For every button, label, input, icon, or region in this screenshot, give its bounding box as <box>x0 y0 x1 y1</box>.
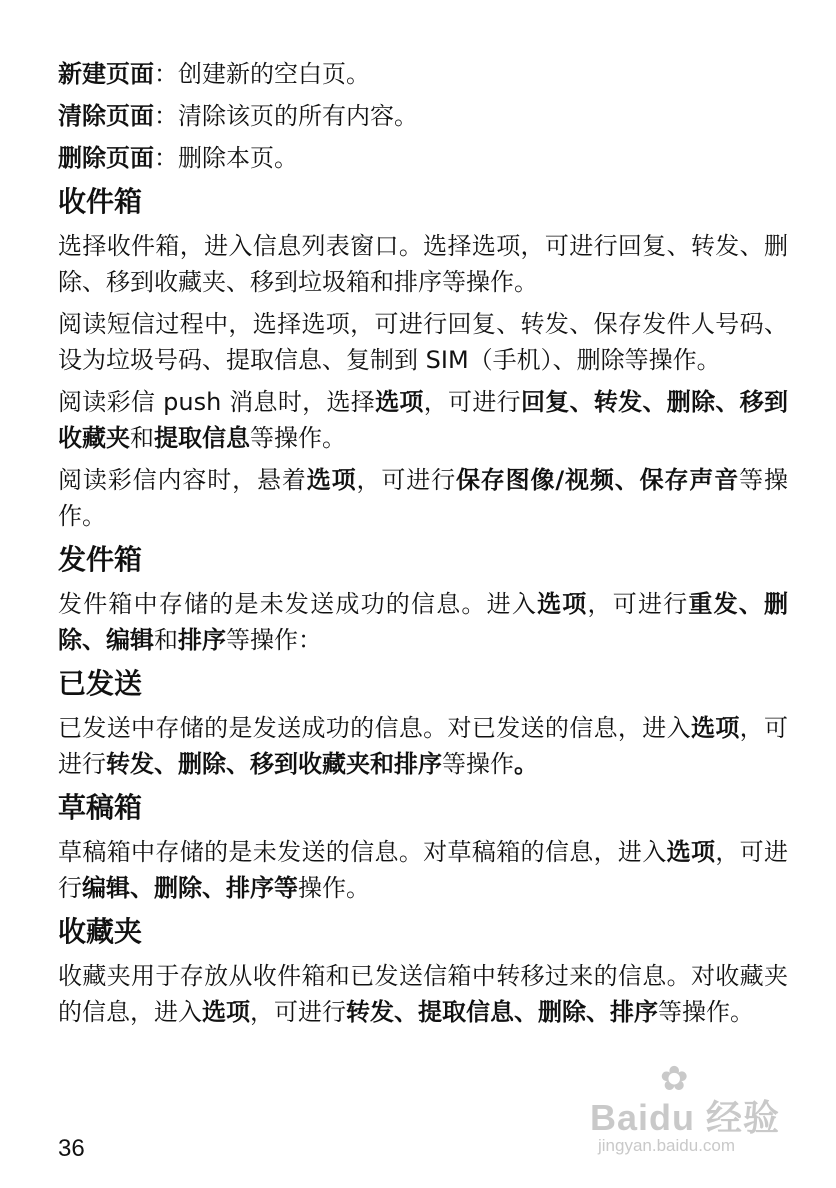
text: ，可进行 <box>58 714 789 778</box>
watermark-url: jingyan.baidu.com <box>598 1136 736 1155</box>
bold-text: 编辑、删除、排序等 <box>82 874 298 902</box>
bold-text: 回复、转发、删除、移到收藏夹 <box>58 388 789 452</box>
section-heading-drafts: 草稿箱 <box>58 791 143 824</box>
sent-paragraph-1 <box>58 710 788 782</box>
page-number: 36 <box>58 1135 85 1162</box>
bold-text: 排序 <box>178 626 226 654</box>
bold-text: 。 <box>514 750 538 778</box>
bold-text: 选项 <box>306 466 357 494</box>
text: 和 <box>154 626 178 654</box>
bold-text: 转发、提取信息、删除、排序 <box>346 998 658 1026</box>
paw-icon: ✿ <box>660 1059 689 1099</box>
text: ，可进行 <box>250 998 346 1026</box>
term: 删除页面 <box>58 144 154 172</box>
outbox-paragraph-1 <box>58 586 788 658</box>
inbox-paragraph-4 <box>58 462 788 534</box>
text: 阅读彩信 push 消息时，选择 <box>58 388 376 416</box>
inbox-paragraph-2: 阅读短信过程中，选择选项，可进行回复、转发、保存发件人号码、设为垃圾号码、提取信息、复制到 SIM（手机）、删除等操作。 <box>58 310 788 374</box>
inbox-paragraph-3 <box>58 384 788 456</box>
section-heading-sent: 已发送 <box>58 667 143 700</box>
bold-text: 保存图像/视频、保存声音 <box>455 466 740 494</box>
definition-new-page <box>58 56 788 92</box>
desc: ：清除该页的所有内容。 <box>154 102 418 130</box>
bold-text: 提取信息 <box>154 424 250 452</box>
section-heading-outbox: 发件箱 <box>58 543 143 576</box>
text: 等操作。 <box>58 466 789 530</box>
watermark-brand: Baidu 经验 <box>590 1097 781 1138</box>
inbox-paragraph-1: 选择收件箱，进入信息列表窗口。选择选项，可进行回复、转发、删除、移到收藏夹、移到垃圾箱和排序等操作。 <box>58 232 788 296</box>
text: 等操作。 <box>250 424 346 452</box>
favorites-paragraph-1 <box>58 958 788 1030</box>
text: 操作。 <box>298 874 370 902</box>
bold-text: 选项 <box>666 838 716 866</box>
definition-delete-page <box>58 140 788 176</box>
text: ，可进行 <box>58 838 789 902</box>
text: 发件箱中存储的是未发送成功的信息。进入 <box>58 590 538 618</box>
text: 等操作。 <box>658 998 754 1026</box>
term: 新建页面 <box>58 60 154 88</box>
bold-text: 选项 <box>375 388 424 416</box>
drafts-paragraph-1 <box>58 834 788 906</box>
section-heading-favorites: 收藏夹 <box>58 915 143 948</box>
bold-text: 选项 <box>690 714 740 742</box>
bold-text: 选项 <box>202 998 250 1026</box>
bold-text: 转发、删除、移到收藏夹和排序 <box>106 750 442 778</box>
text: 已发送中存储的是发送成功的信息。对已发送的信息，进入 <box>58 714 691 742</box>
baidu-jingyan-watermark <box>590 1059 790 1162</box>
text: ，可进行 <box>587 590 689 618</box>
document-page <box>58 56 788 1036</box>
bold-text: 选项 <box>537 590 588 618</box>
definition-clear-page <box>58 98 788 134</box>
section-heading-inbox: 收件箱 <box>58 185 143 218</box>
text: 收藏夹用于存放从收件箱和已发送信箱中转移过来的信息。对收藏夹的信息，进入 <box>58 962 788 1026</box>
text: 等操作 <box>442 750 514 778</box>
text: 和 <box>130 424 154 452</box>
text: ，可进行 <box>423 388 521 416</box>
text: 草稿箱中存储的是未发送的信息。对草稿箱的信息，进入 <box>58 838 667 866</box>
desc: ：创建新的空白页。 <box>154 60 370 88</box>
desc: ：删除本页。 <box>154 144 298 172</box>
term: 清除页面 <box>58 102 154 130</box>
text: ，可进行 <box>356 466 456 494</box>
bold-text: 重发、删除、编辑 <box>58 590 789 654</box>
text: 等操作： <box>226 626 322 654</box>
text: 阅读彩信内容时，悬着 <box>58 466 307 494</box>
